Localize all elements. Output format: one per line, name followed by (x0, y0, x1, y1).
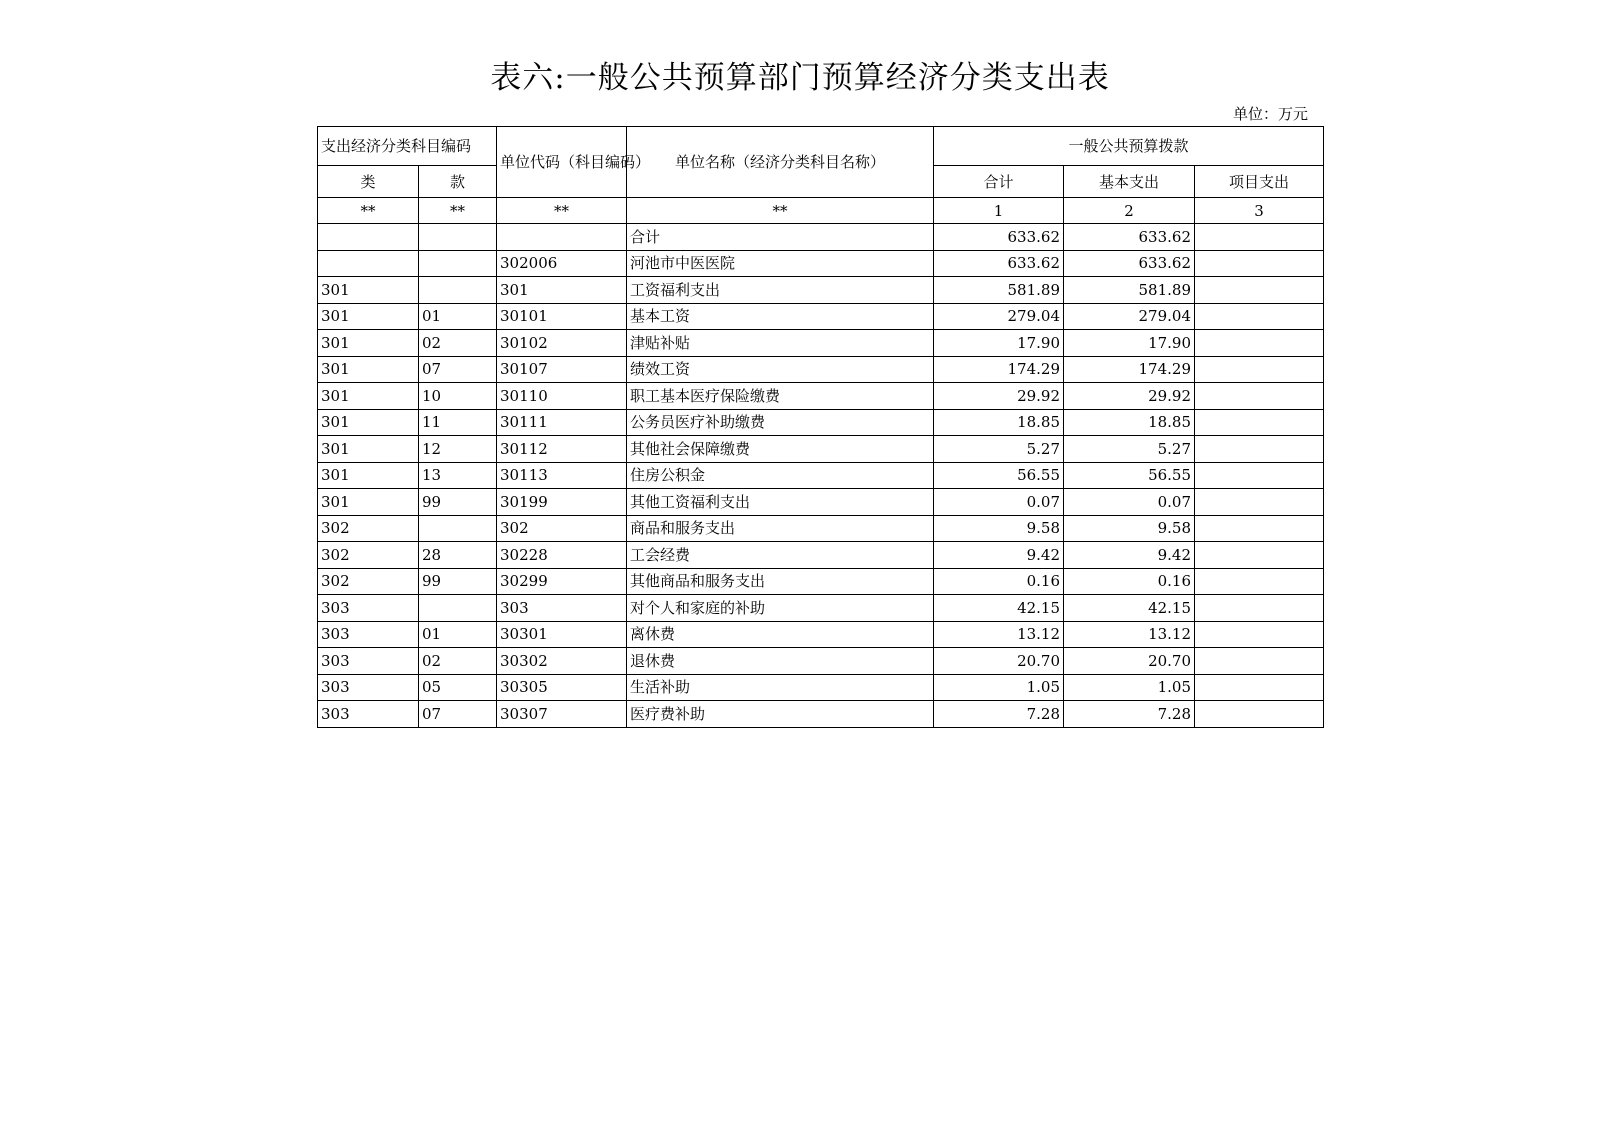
table-row (318, 595, 1324, 622)
cell-lei (318, 224, 419, 251)
cell-kuan: 02 (419, 648, 497, 675)
cell-code: 30307 (497, 701, 627, 728)
cell-kuan (419, 595, 497, 622)
cell-name: 绩效工资 (627, 356, 934, 383)
cell-name: 医疗费补助 (627, 701, 934, 728)
cell-code: 301 (497, 277, 627, 304)
table-row (318, 568, 1324, 595)
cell-basic: 18.85 (1064, 409, 1195, 436)
table-row (318, 489, 1324, 516)
cell-name: 工资福利支出 (627, 277, 934, 304)
header-lei: 类 (318, 166, 419, 198)
table-row (318, 303, 1324, 330)
table-row (318, 542, 1324, 569)
cell-kuan: 99 (419, 568, 497, 595)
cell-project (1195, 277, 1324, 304)
cell-code: 30199 (497, 489, 627, 516)
cell-code: 30305 (497, 674, 627, 701)
cell-code: 30302 (497, 648, 627, 675)
cell-project (1195, 462, 1324, 489)
cell-total: 9.58 (934, 515, 1064, 542)
cell-basic: 279.04 (1064, 303, 1195, 330)
cell-lei: 303 (318, 674, 419, 701)
cell-lei: 303 (318, 648, 419, 675)
cell-basic: 1.05 (1064, 674, 1195, 701)
index-1: 1 (934, 198, 1064, 224)
cell-kuan: 13 (419, 462, 497, 489)
table-row (318, 250, 1324, 277)
table-row (318, 356, 1324, 383)
cell-total: 581.89 (934, 277, 1064, 304)
cell-project (1195, 568, 1324, 595)
table-row (318, 462, 1324, 489)
cell-lei: 301 (318, 489, 419, 516)
cell-kuan: 07 (419, 701, 497, 728)
cell-total: 17.90 (934, 330, 1064, 357)
cell-total: 0.16 (934, 568, 1064, 595)
cell-name: 离休费 (627, 621, 934, 648)
cell-project (1195, 595, 1324, 622)
cell-lei: 302 (318, 568, 419, 595)
cell-name: 合计 (627, 224, 934, 251)
cell-code: 30299 (497, 568, 627, 595)
cell-total: 20.70 (934, 648, 1064, 675)
index-code: ** (497, 198, 627, 224)
cell-basic: 9.42 (1064, 542, 1195, 569)
cell-lei: 302 (318, 515, 419, 542)
index-lei: ** (318, 198, 419, 224)
cell-basic: 17.90 (1064, 330, 1195, 357)
cell-code: 30111 (497, 409, 627, 436)
cell-project (1195, 701, 1324, 728)
table-row (318, 674, 1324, 701)
cell-kuan: 01 (419, 303, 497, 330)
cell-lei: 301 (318, 356, 419, 383)
cell-code: 303 (497, 595, 627, 622)
cell-basic: 29.92 (1064, 383, 1195, 410)
cell-project (1195, 303, 1324, 330)
cell-lei (318, 250, 419, 277)
cell-name: 河池市中医医院 (627, 250, 934, 277)
index-3: 3 (1195, 198, 1324, 224)
cell-code: 30228 (497, 542, 627, 569)
cell-kuan: 28 (419, 542, 497, 569)
cell-lei: 301 (318, 462, 419, 489)
table-row (318, 436, 1324, 463)
cell-lei: 301 (318, 436, 419, 463)
cell-basic: 633.62 (1064, 250, 1195, 277)
cell-kuan: 99 (419, 489, 497, 516)
cell-lei: 301 (318, 303, 419, 330)
cell-code: 30112 (497, 436, 627, 463)
cell-name: 其他工资福利支出 (627, 489, 934, 516)
cell-kuan: 10 (419, 383, 497, 410)
cell-basic: 9.58 (1064, 515, 1195, 542)
cell-name: 其他社会保障缴费 (627, 436, 934, 463)
budget-table (317, 126, 1324, 728)
cell-name: 公务员医疗补助缴费 (627, 409, 934, 436)
cell-name: 工会经费 (627, 542, 934, 569)
cell-lei: 303 (318, 621, 419, 648)
cell-total: 1.05 (934, 674, 1064, 701)
table-row (318, 383, 1324, 410)
cell-kuan: 01 (419, 621, 497, 648)
table-body (318, 127, 1324, 728)
cell-code: 30301 (497, 621, 627, 648)
header-grant: 一般公共预算拨款 (934, 127, 1324, 166)
cell-name: 基本工资 (627, 303, 934, 330)
cell-basic: 581.89 (1064, 277, 1195, 304)
cell-code: 30107 (497, 356, 627, 383)
cell-basic: 56.55 (1064, 462, 1195, 489)
cell-project (1195, 356, 1324, 383)
table-row (318, 621, 1324, 648)
header-total: 合计 (934, 166, 1064, 198)
cell-name: 生活补助 (627, 674, 934, 701)
header-index-row (318, 198, 1324, 224)
index-2: 2 (1064, 198, 1195, 224)
cell-kuan: 07 (419, 356, 497, 383)
header-econ-code: 支出经济分类科目编码 (318, 127, 497, 166)
cell-lei: 303 (318, 701, 419, 728)
cell-total: 174.29 (934, 356, 1064, 383)
page-title: 表六:一般公共预算部门预算经济分类支出表 (490, 60, 1110, 96)
cell-basic: 13.12 (1064, 621, 1195, 648)
cell-total: 7.28 (934, 701, 1064, 728)
cell-lei: 302 (318, 542, 419, 569)
cell-lei: 301 (318, 277, 419, 304)
cell-total: 633.62 (934, 250, 1064, 277)
cell-kuan (419, 250, 497, 277)
cell-project (1195, 542, 1324, 569)
table-row (318, 224, 1324, 251)
cell-total: 18.85 (934, 409, 1064, 436)
cell-name: 对个人和家庭的补助 (627, 595, 934, 622)
cell-project (1195, 515, 1324, 542)
cell-basic: 20.70 (1064, 648, 1195, 675)
cell-name: 津贴补贴 (627, 330, 934, 357)
cell-basic: 42.15 (1064, 595, 1195, 622)
cell-project (1195, 383, 1324, 410)
cell-code: 30102 (497, 330, 627, 357)
table-row (318, 701, 1324, 728)
cell-total: 13.12 (934, 621, 1064, 648)
cell-lei: 301 (318, 330, 419, 357)
cell-kuan: 12 (419, 436, 497, 463)
cell-code: 30113 (497, 462, 627, 489)
cell-total: 29.92 (934, 383, 1064, 410)
index-kuan: ** (419, 198, 497, 224)
cell-project (1195, 674, 1324, 701)
header-kuan: 款 (419, 166, 497, 198)
cell-kuan: 11 (419, 409, 497, 436)
cell-basic: 0.16 (1064, 568, 1195, 595)
cell-total: 0.07 (934, 489, 1064, 516)
cell-project (1195, 436, 1324, 463)
cell-name: 商品和服务支出 (627, 515, 934, 542)
cell-basic: 0.07 (1064, 489, 1195, 516)
cell-kuan (419, 277, 497, 304)
cell-project (1195, 648, 1324, 675)
cell-project (1195, 330, 1324, 357)
cell-project (1195, 489, 1324, 516)
cell-code: 30101 (497, 303, 627, 330)
cell-project (1195, 250, 1324, 277)
cell-name: 退休费 (627, 648, 934, 675)
cell-kuan: 02 (419, 330, 497, 357)
cell-basic: 5.27 (1064, 436, 1195, 463)
table-row (318, 515, 1324, 542)
header-unit-name: 单位名称（经济分类科目名称） (627, 127, 934, 198)
cell-project (1195, 409, 1324, 436)
table-row (318, 648, 1324, 675)
cell-kuan (419, 515, 497, 542)
header-unit-code: 单位代码（科目编码） (497, 127, 627, 198)
cell-basic: 174.29 (1064, 356, 1195, 383)
cell-kuan (419, 224, 497, 251)
cell-total: 633.62 (934, 224, 1064, 251)
cell-total: 279.04 (934, 303, 1064, 330)
cell-project (1195, 224, 1324, 251)
cell-name: 其他商品和服务支出 (627, 568, 934, 595)
cell-lei: 303 (318, 595, 419, 622)
header-project: 项目支出 (1195, 166, 1324, 198)
cell-lei: 301 (318, 383, 419, 410)
cell-project (1195, 621, 1324, 648)
index-name: ** (627, 198, 934, 224)
cell-lei: 301 (318, 409, 419, 436)
cell-code (497, 224, 627, 251)
cell-basic: 633.62 (1064, 224, 1195, 251)
cell-name: 职工基本医疗保险缴费 (627, 383, 934, 410)
cell-code: 30110 (497, 383, 627, 410)
table-row (318, 277, 1324, 304)
header-row-1 (318, 127, 1324, 166)
cell-kuan: 05 (419, 674, 497, 701)
table-row (318, 409, 1324, 436)
cell-total: 56.55 (934, 462, 1064, 489)
cell-name: 住房公积金 (627, 462, 934, 489)
cell-code: 302 (497, 515, 627, 542)
cell-code: 302006 (497, 250, 627, 277)
cell-total: 9.42 (934, 542, 1064, 569)
cell-total: 42.15 (934, 595, 1064, 622)
header-basic: 基本支出 (1064, 166, 1195, 198)
cell-basic: 7.28 (1064, 701, 1195, 728)
table-row (318, 330, 1324, 357)
unit-label: 单位：万元 (1232, 105, 1308, 123)
cell-total: 5.27 (934, 436, 1064, 463)
